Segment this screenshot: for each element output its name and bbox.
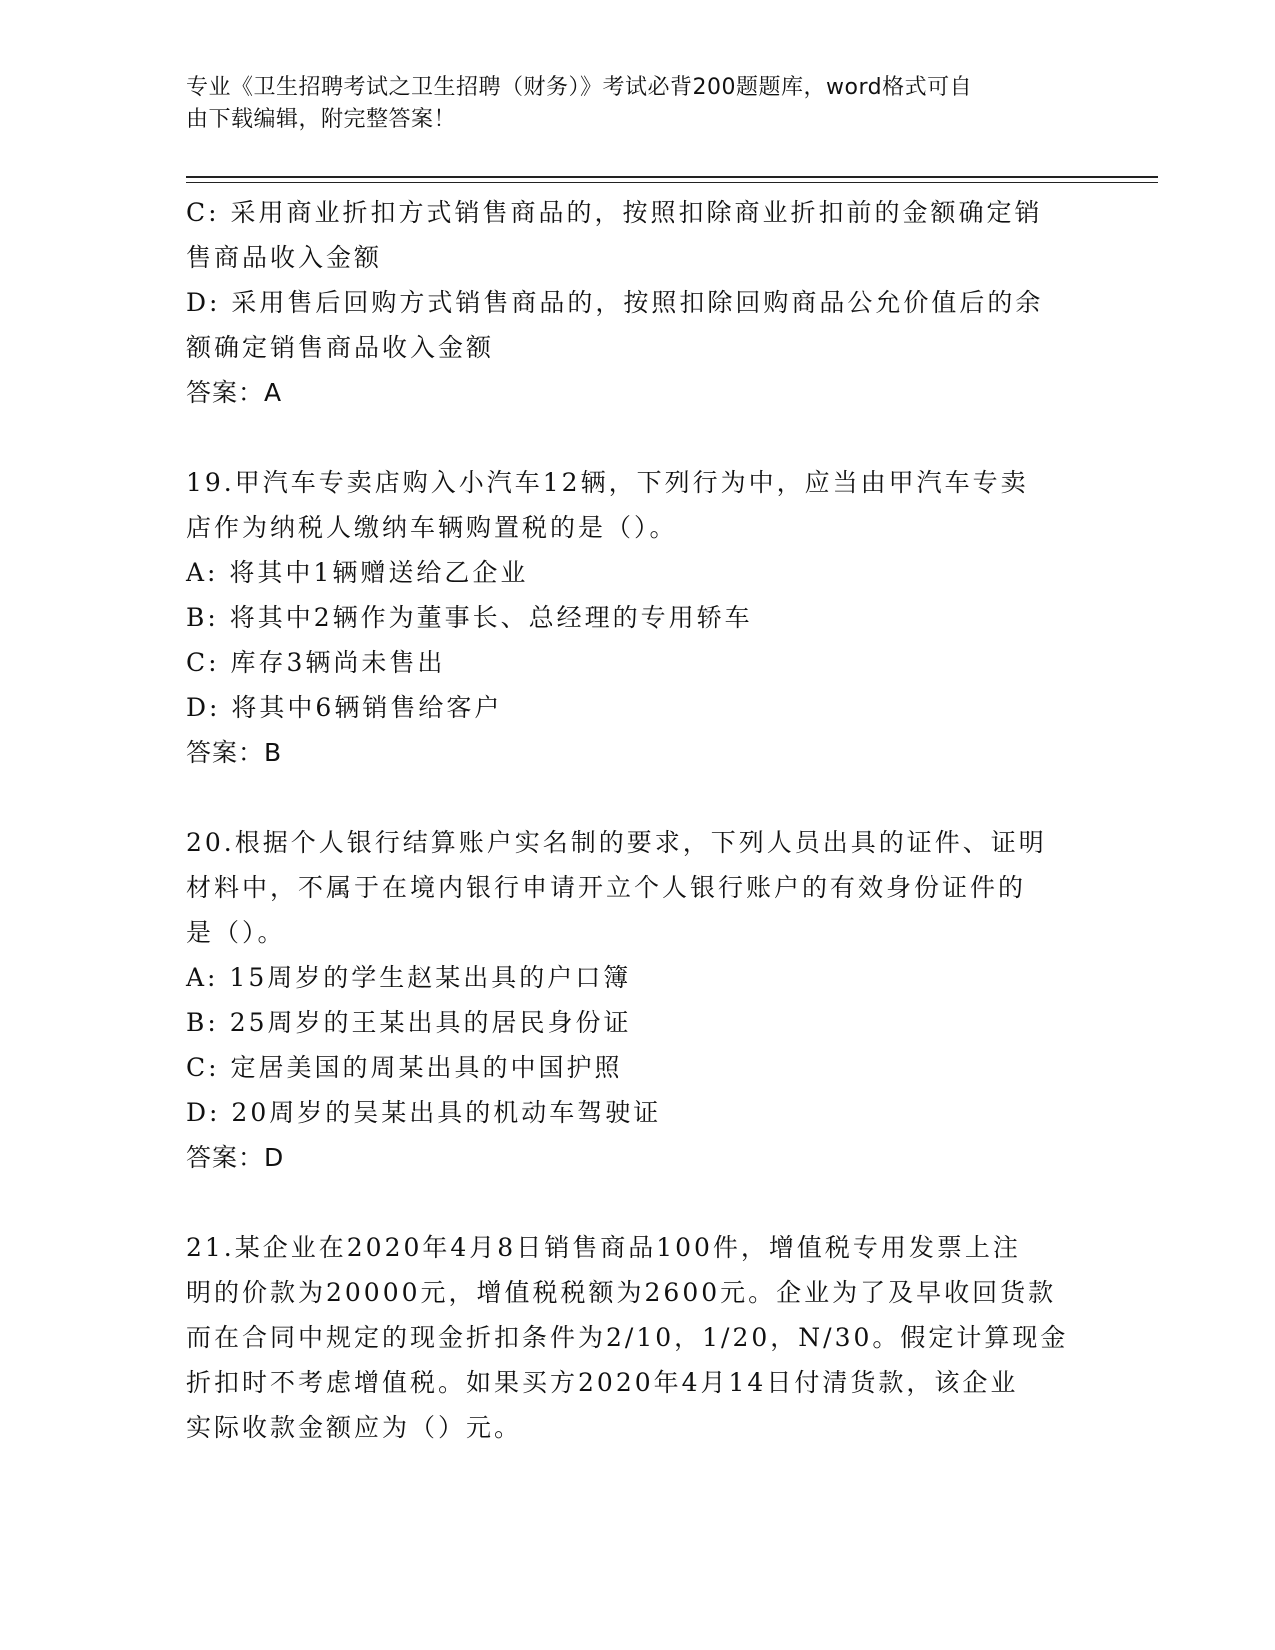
header-line-2: 由下载编辑，附完整答案！ (186, 107, 457, 132)
answer-19: 答案：B (186, 738, 283, 767)
question-18-continued (186, 190, 1066, 415)
option-c: C: 库存3辆尚未售出 (186, 648, 446, 677)
question-stem-line-2: 明的价款为20000元，增值税税额为2600元。企业为了及早收回货款 (186, 1278, 1057, 1307)
header-divider-thin (186, 182, 1158, 183)
answer-20: 答案：D (186, 1143, 285, 1172)
question-19 (186, 460, 1066, 775)
question-stem-line-2: 店作为纳税人缴纳车辆购置税的是（）。 (186, 513, 678, 542)
option-b: B: 25周岁的王某出具的居民身份证 (186, 1008, 632, 1037)
question-stem-line-4: 折扣时不考虑增值税。如果买方2020年4月14日付清货款，该企业 (186, 1368, 1019, 1397)
document-header (186, 72, 1066, 136)
question-stem-line-3: 是（）。 (186, 918, 286, 947)
header-divider-thick (186, 176, 1158, 178)
question-stem-line-3: 而在合同中规定的现金折扣条件为2/10，1/20，N/30。假定计算现金 (186, 1323, 1069, 1352)
spacer (186, 415, 1066, 460)
question-stem-line-1: 20.根据个人银行结算账户实名制的要求，下列人员出具的证件、证明 (186, 828, 1047, 857)
question-stem-line-1: 19.甲汽车专卖店购入小汽车12辆，下列行为中，应当由甲汽车专卖 (186, 468, 1029, 497)
question-stem-line-2: 材料中，不属于在境内银行申请开立个人银行账户的有效身份证件的 (186, 873, 1027, 902)
option-d-line-1: D: 采用售后回购方式销售商品的，按照扣除回购商品公允价值后的余 (186, 288, 1044, 317)
question-stem-line-5: 实际收款金额应为（）元。 (186, 1413, 523, 1442)
document-body (186, 190, 1069, 1450)
question-20 (186, 820, 1066, 1180)
option-d: D: 20周岁的吴某出具的机动车驾驶证 (186, 1098, 662, 1127)
option-b: B: 将其中2辆作为董事长、总经理的专用轿车 (186, 603, 753, 632)
option-c-line-2: 售商品收入金额 (186, 243, 383, 272)
spacer (186, 1180, 1066, 1225)
option-a: A: 15周岁的学生赵某出具的户口簿 (186, 963, 632, 992)
option-c: C: 定居美国的周某出具的中国护照 (186, 1053, 623, 1082)
option-c-line-1: C: 采用商业折扣方式销售商品的，按照扣除商业折扣前的金额确定销 (186, 198, 1043, 227)
header-line-1: 专业《卫生招聘考试之卫生招聘（财务）》考试必背200题题库，word格式可自 (186, 75, 973, 100)
question-21 (186, 1225, 1069, 1450)
spacer (186, 775, 1066, 820)
option-d-line-2: 额确定销售商品收入金额 (186, 333, 495, 362)
option-d: D: 将其中6辆销售给客户 (186, 693, 503, 722)
answer-18: 答案：A (186, 378, 283, 407)
option-a: A: 将其中1辆赠送给乙企业 (186, 558, 529, 587)
question-stem-line-1: 21.某企业在2020年4月8日销售商品100件，增值税专用发票上注 (186, 1233, 1021, 1262)
